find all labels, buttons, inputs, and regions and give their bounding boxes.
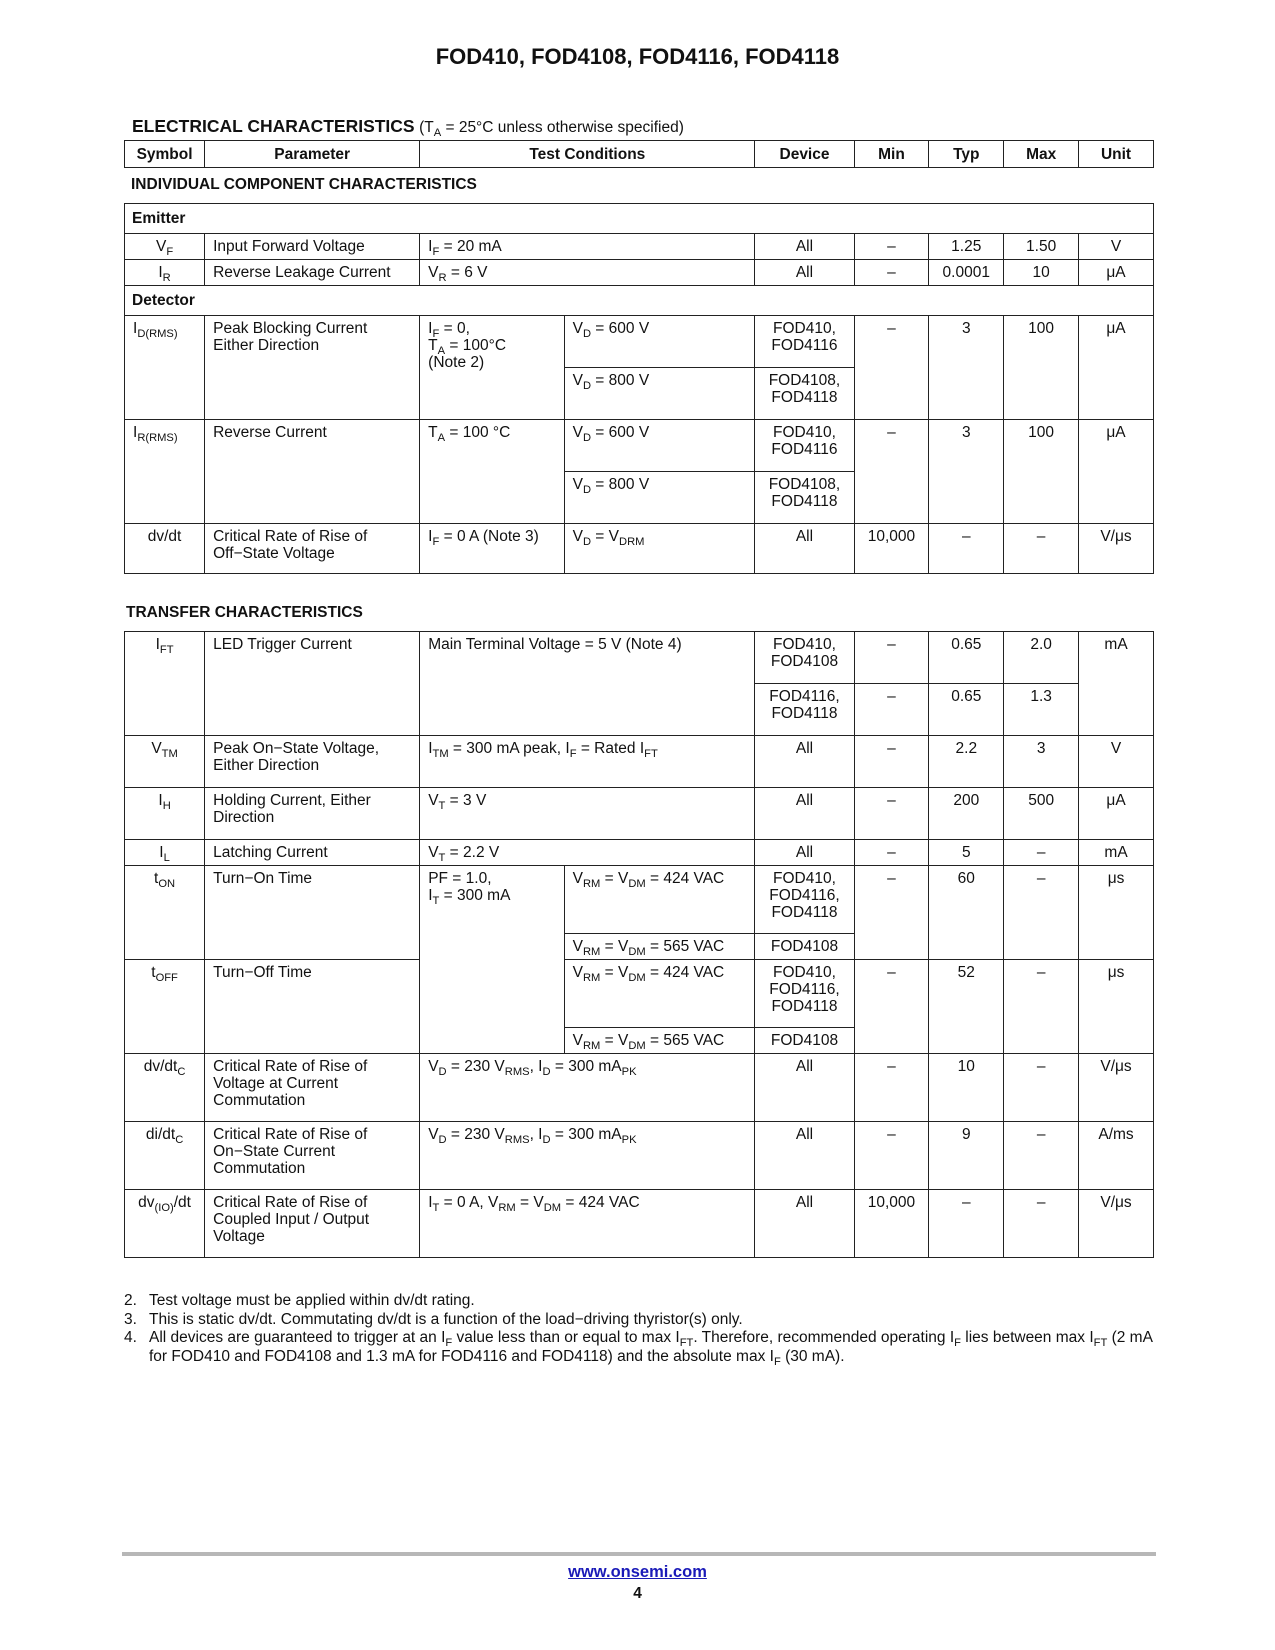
condition-cell: PF = 1.0, $I_T = 300$ mA xyxy=(420,866,564,1054)
device-cell: FOD410, FOD4116 xyxy=(755,316,854,368)
voltage-cell: $V_D = V_{DRM}$ xyxy=(564,524,755,574)
unit-cell: μA xyxy=(1079,420,1154,524)
parameter-cell: Latching Current xyxy=(205,840,420,866)
typ-cell: 0.65 xyxy=(929,684,1004,736)
symbol-cell: $dv_{(IO)}/dt$ xyxy=(125,1190,205,1258)
voltage-cell: $V_D = 800$ V xyxy=(564,472,755,524)
website-link[interactable]: www.onsemi.com xyxy=(568,1563,707,1581)
unit-cell: V/μs xyxy=(1079,1054,1154,1122)
min-cell: – xyxy=(854,788,929,840)
min-cell: – xyxy=(854,684,929,736)
typ-cell: 0.65 xyxy=(929,632,1004,684)
table-row xyxy=(125,632,1154,684)
max-cell: – xyxy=(1004,960,1079,1054)
symbol-cell: $t_{OFF}$ xyxy=(125,960,205,1054)
typ-cell: 0.0001 xyxy=(929,260,1004,286)
unit-cell: V xyxy=(1079,234,1154,260)
parameter-cell: Turn−Off Time xyxy=(205,960,420,1054)
table-row xyxy=(125,1190,1154,1258)
condition-cell: $I_F = 0$, $T_A = 100^\circ C$ (Note 2) xyxy=(420,316,564,420)
column-header-row xyxy=(125,141,1154,168)
min-cell: – xyxy=(854,420,929,524)
typ-cell: 60 xyxy=(929,866,1004,960)
page-number: 4 xyxy=(633,1585,642,1602)
max-cell: – xyxy=(1004,1054,1079,1122)
device-cell: FOD4108, FOD4118 xyxy=(755,368,854,420)
condition-cell: $V_T = 3$ V xyxy=(420,788,755,840)
max-cell: – xyxy=(1004,1122,1079,1190)
parameter-cell: Critical Rate of Rise of Off−State Voltage xyxy=(205,524,420,574)
typ-cell: 3 xyxy=(929,420,1004,524)
unit-cell: V/μs xyxy=(1079,524,1154,574)
table-row xyxy=(125,736,1154,788)
device-cell: FOD4116, FOD4118 xyxy=(755,684,854,736)
condition-cell: $I_{TM} = 300$ mA peak, $I_F$ = Rated $I_{FT}$ xyxy=(420,736,755,788)
condition-cell: $V_D = 230$ $V_{RMS}$, $I_D = 300$ $mA_{PK}$ xyxy=(420,1054,755,1122)
footer-divider xyxy=(122,1552,1156,1556)
col-parameter: Parameter xyxy=(205,141,420,168)
symbol-cell: $I_H$ xyxy=(125,788,205,840)
voltage-cell: $V_D = 800$ V xyxy=(564,368,755,420)
detector-subheading-row xyxy=(125,286,1154,316)
min-cell: – xyxy=(854,234,929,260)
min-cell: – xyxy=(854,840,929,866)
col-test-conditions: Test Conditions xyxy=(420,141,755,168)
device-cell: All xyxy=(755,788,854,840)
transfer-table xyxy=(124,631,1154,1258)
typ-cell: 9 xyxy=(929,1122,1004,1190)
min-cell: – xyxy=(854,1054,929,1122)
max-cell: 500 xyxy=(1004,788,1079,840)
typ-cell: 1.25 xyxy=(929,234,1004,260)
voltage-cell: $V_{RM} = V_{DM} = 424$ VAC xyxy=(564,960,755,1028)
unit-cell: mA xyxy=(1079,840,1154,866)
table-row xyxy=(125,960,1154,1028)
parameter-cell: Critical Rate of Rise of Voltage at Current Commutation xyxy=(205,1054,420,1122)
individual-table xyxy=(124,203,1154,574)
parameter-cell: Critical Rate of Rise of Coupled Input / Output Voltage xyxy=(205,1190,420,1258)
device-cell: All xyxy=(755,524,854,574)
parameter-cell: Critical Rate of Rise of On−State Current Commutation xyxy=(205,1122,420,1190)
symbol-cell: $V_{TM}$ xyxy=(125,736,205,788)
device-cell: FOD4108 xyxy=(755,934,854,960)
device-cell: FOD4108 xyxy=(755,1028,854,1054)
col-typ: Typ xyxy=(929,141,1004,168)
parameter-cell: Reverse Leakage Current xyxy=(205,260,420,286)
table-row xyxy=(125,316,1154,368)
max-cell: – xyxy=(1004,840,1079,866)
device-cell: All xyxy=(755,260,854,286)
min-cell: 10,000 xyxy=(854,524,929,574)
unit-cell: μA xyxy=(1079,788,1154,840)
typ-cell: 5 xyxy=(929,840,1004,866)
footnote: 4. All devices are guaranteed to trigger at an $I_F$ value less than or equal to $\max I_{FT}$. Therefore, recommended operating $I_F$ lies between $\max I_{FT}$ (2 mA for FOD410 and FOD4108 and 1.3 mA for FOD4116 and FOD4118) and the absolute $\max I_F$ (30 mA). xyxy=(124,1329,1153,1368)
device-cell: All xyxy=(755,1122,854,1190)
col-unit: Unit xyxy=(1079,141,1154,168)
condition-cell: $T_A = 100$ °C xyxy=(420,420,564,524)
condition-cell: $V_D = 230$ $V_{RMS}$, $I_D = 300$ $mA_{PK}$ xyxy=(420,1122,755,1190)
typ-cell: 10 xyxy=(929,1054,1004,1122)
parameter-cell: Input Forward Voltage xyxy=(205,234,420,260)
footnote: 2. Test voltage must be applied within dv/dt rating. xyxy=(124,1292,475,1309)
symbol-cell: dv/dt xyxy=(125,524,205,574)
symbol-cell: $I_{R(RMS)}$ xyxy=(125,420,205,524)
symbol-cell: $I_{D(RMS)}$ xyxy=(125,316,205,420)
max-cell: – xyxy=(1004,866,1079,960)
unit-cell: A/ms xyxy=(1079,1122,1154,1190)
table-row xyxy=(125,788,1154,840)
transfer-heading: TRANSFER CHARACTERISTICS xyxy=(126,604,363,621)
unit-cell: V xyxy=(1079,736,1154,788)
parameter-cell: Turn−On Time xyxy=(205,866,420,960)
symbol-cell: $t_{ON}$ xyxy=(125,866,205,960)
unit-cell: mA xyxy=(1079,632,1154,736)
min-cell: – xyxy=(854,316,929,420)
voltage-cell: $V_D = 600$ V xyxy=(564,420,755,472)
symbol-cell: $I_L$ xyxy=(125,840,205,866)
device-cell: All xyxy=(755,1054,854,1122)
voltage-cell: $V_{RM} = V_{DM} = 565$ VAC xyxy=(564,1028,755,1054)
device-cell: All xyxy=(755,736,854,788)
emitter-subheading-row xyxy=(125,204,1154,234)
table-row xyxy=(125,234,1154,260)
footnotes xyxy=(124,1292,1164,1366)
condition-cell: $V_R = 6$ V xyxy=(420,260,755,286)
voltage-cell: $V_D = 600$ V xyxy=(564,316,755,368)
symbol-cell: $I_R$ xyxy=(125,260,205,286)
max-cell: – xyxy=(1004,524,1079,574)
max-cell: 100 xyxy=(1004,316,1079,420)
max-cell: 10 xyxy=(1004,260,1079,286)
condition-cell: $I_T = 0$ A, $V_{RM} = V_{DM} = 424$ VAC xyxy=(420,1190,755,1258)
min-cell: – xyxy=(854,866,929,960)
min-cell: – xyxy=(854,632,929,684)
condition-cell: $I_F = 20$ mA xyxy=(420,234,755,260)
device-cell: FOD410, FOD4108 xyxy=(755,632,854,684)
min-cell: – xyxy=(854,1122,929,1190)
unit-cell: μs xyxy=(1079,866,1154,960)
table-row xyxy=(125,420,1154,472)
heading-condition: ($T_A = 25^\circ C$ unless otherwise specified) xyxy=(419,119,684,139)
max-cell: – xyxy=(1004,1190,1079,1258)
max-cell: 1.3 xyxy=(1004,684,1079,736)
typ-cell: – xyxy=(929,1190,1004,1258)
voltage-cell: $V_{RM} = V_{DM} = 424$ VAC xyxy=(564,866,755,934)
col-min: Min xyxy=(854,141,929,168)
heading-title: ELECTRICAL CHARACTERISTICS xyxy=(132,116,415,136)
page-title: FOD410, FOD4108, FOD4116, FOD4118 xyxy=(435,44,840,69)
typ-cell: 52 xyxy=(929,960,1004,1054)
max-cell: 1.50 xyxy=(1004,234,1079,260)
parameter-cell: Peak On−State Voltage, Either Direction xyxy=(205,736,420,788)
unit-cell: μA xyxy=(1079,260,1154,286)
symbol-cell: $I_{FT}$ xyxy=(125,632,205,736)
emitter-label: Emitter xyxy=(125,204,1154,234)
table-row xyxy=(125,866,1154,934)
col-symbol: Symbol xyxy=(125,141,205,168)
table-row xyxy=(125,840,1154,866)
max-cell: 2.0 xyxy=(1004,632,1079,684)
symbol-cell: $di/dt_C$ xyxy=(125,1122,205,1190)
parameter-cell: Holding Current, Either Direction xyxy=(205,788,420,840)
parameter-cell: Reverse Current xyxy=(205,420,420,524)
min-cell: – xyxy=(854,736,929,788)
table-row xyxy=(125,524,1154,574)
col-device: Device xyxy=(755,141,854,168)
unit-cell: μA xyxy=(1079,316,1154,420)
voltage-cell: $V_{RM} = V_{DM} = 565$ VAC xyxy=(564,934,755,960)
typ-cell: 200 xyxy=(929,788,1004,840)
device-cell: FOD410, FOD4116, FOD4118 xyxy=(755,866,854,934)
detector-label: Detector xyxy=(125,286,1154,316)
device-cell: FOD410, FOD4116, FOD4118 xyxy=(755,960,854,1028)
column-header-table xyxy=(124,140,1154,168)
min-cell: 10,000 xyxy=(854,1190,929,1258)
device-cell: FOD4108, FOD4118 xyxy=(755,472,854,524)
table-row xyxy=(125,1054,1154,1122)
symbol-cell: $dv/dt_C$ xyxy=(125,1054,205,1122)
condition-cell: Main Terminal Voltage = 5 V (Note 4) xyxy=(420,632,755,736)
max-cell: 3 xyxy=(1004,736,1079,788)
device-cell: All xyxy=(755,840,854,866)
device-cell: FOD410, FOD4116 xyxy=(755,420,854,472)
device-cell: All xyxy=(755,1190,854,1258)
parameter-cell: Peak Blocking Current Either Direction xyxy=(205,316,420,420)
unit-cell: μs xyxy=(1079,960,1154,1054)
col-max: Max xyxy=(1004,141,1079,168)
footnote: 3. This is static dv/dt. Commutating dv/dt is a function of the load−driving thyristor(s) only. xyxy=(124,1310,743,1328)
parameter-cell: LED Trigger Current xyxy=(205,632,420,736)
condition-cell: $I_F = 0$ A (Note 3) xyxy=(420,524,564,574)
section-heading xyxy=(132,116,684,137)
max-cell: 100 xyxy=(1004,420,1079,524)
condition-cell: $V_T = 2.2$ V xyxy=(420,840,755,866)
individual-heading: INDIVIDUAL COMPONENT CHARACTERISTICS xyxy=(131,176,477,193)
table-row xyxy=(125,260,1154,286)
typ-cell: 2.2 xyxy=(929,736,1004,788)
typ-cell: 3 xyxy=(929,316,1004,420)
device-cell: All xyxy=(755,234,854,260)
min-cell: – xyxy=(854,960,929,1054)
table-row xyxy=(125,1122,1154,1190)
typ-cell: – xyxy=(929,524,1004,574)
symbol-cell: $V_F$ xyxy=(125,234,205,260)
unit-cell: V/μs xyxy=(1079,1190,1154,1258)
min-cell: – xyxy=(854,260,929,286)
